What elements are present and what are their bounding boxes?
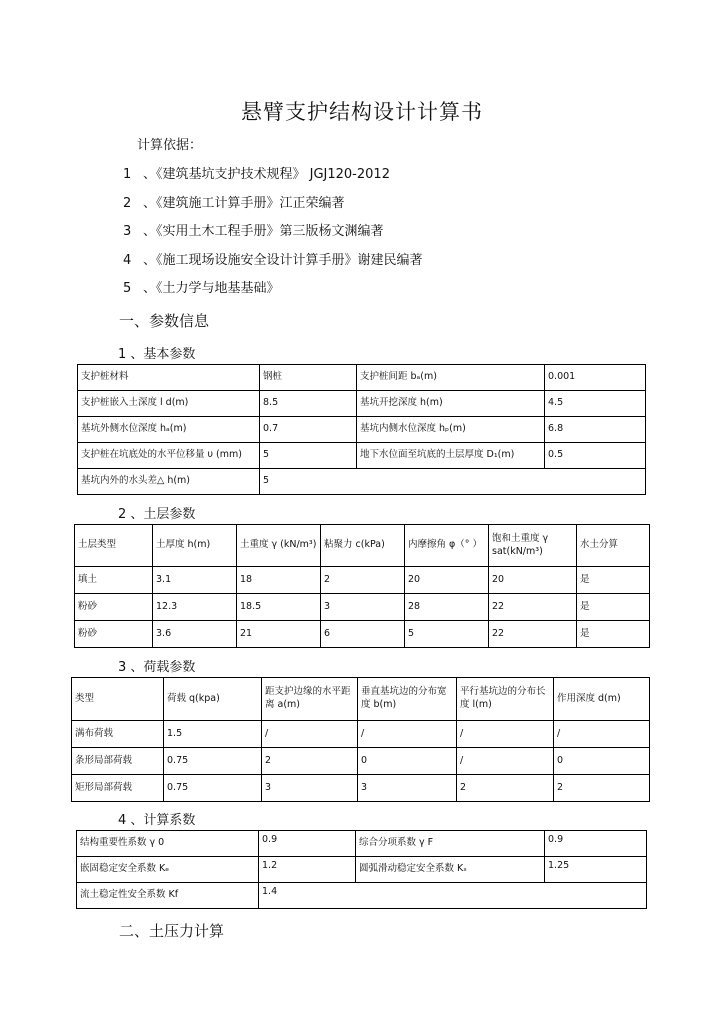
coef-value: 1.25	[545, 857, 647, 883]
column-header: 距支护边缘的水平距离 a(m)	[262, 678, 358, 721]
reference-item	[123, 277, 280, 296]
reference-item	[123, 163, 390, 182]
param-label: 支护桩嵌入土深度 l d(m)	[78, 391, 260, 417]
basic-params-table	[77, 364, 646, 495]
param-value: 0.7	[260, 417, 357, 443]
table-row	[75, 621, 650, 648]
param-value: 0.5	[545, 443, 646, 469]
reference-number: 2	[123, 196, 132, 211]
table-cell: 12.3	[153, 594, 237, 621]
table-header-row	[72, 678, 650, 721]
table-cell: 1.5	[164, 721, 262, 748]
table-cell: 3	[321, 594, 405, 621]
table-row	[77, 831, 647, 857]
table-cell: 3	[262, 775, 358, 802]
coef-label: 圆弧滑动稳定安全系数 Kₛ	[356, 857, 545, 883]
table-row	[72, 721, 650, 748]
param-label: 支护桩间距 bₐ(m)	[357, 365, 545, 391]
table-cell: 2	[457, 775, 554, 802]
table-cell: 3.6	[153, 621, 237, 648]
table-cell: 是	[577, 621, 650, 648]
table-cell: 2	[321, 567, 405, 594]
column-header: 土重度 γ (kN/m³)	[237, 525, 321, 567]
reference-text: 、《施工现场设施安全设计计算手册》谢建民编著	[143, 253, 423, 268]
table-cell: /	[554, 721, 650, 748]
column-header: 土层类型	[75, 525, 153, 567]
table-header-row	[75, 525, 650, 567]
load-params-table	[71, 677, 650, 802]
table-cell: 粉砂	[75, 621, 153, 648]
table-row	[77, 883, 647, 909]
param-value: 5	[260, 469, 646, 495]
table-row	[72, 748, 650, 775]
table-row	[72, 775, 650, 802]
table-cell: 2	[554, 775, 650, 802]
param-label: 基坑开挖深度 h(m)	[357, 391, 545, 417]
table-cell: 22	[489, 594, 577, 621]
reference-item	[123, 220, 384, 239]
coef-label: 嵌固稳定安全系数 Kₑ	[77, 857, 259, 883]
reference-item	[123, 192, 345, 211]
reference-text: 、《建筑施工计算手册》江正荣编著	[143, 196, 345, 211]
column-header: 内摩擦角 φ（° ）	[405, 525, 489, 567]
table-cell: 3	[358, 775, 457, 802]
table-cell: 21	[237, 621, 321, 648]
table-cell: 满布荷载	[72, 721, 164, 748]
table-cell: /	[358, 721, 457, 748]
coef-label: 结构重要性系数 γ 0	[77, 831, 259, 857]
table-cell: 18	[237, 567, 321, 594]
table-row	[78, 391, 646, 417]
table-cell: 22	[489, 621, 577, 648]
table-row	[78, 443, 646, 469]
table-cell: 0.75	[164, 748, 262, 775]
table-cell: 0.75	[164, 775, 262, 802]
table-row	[78, 365, 646, 391]
table-cell: 2	[262, 748, 358, 775]
coef-label: 综合分项系数 γ F	[356, 831, 545, 857]
table-cell: 条形局部荷载	[72, 748, 164, 775]
document-title: 悬臂支护结构设计计算书	[241, 100, 483, 124]
table-cell: 是	[577, 594, 650, 621]
table-cell: /	[457, 748, 554, 775]
param-value: 4.5	[545, 391, 646, 417]
table-cell: 3.1	[153, 567, 237, 594]
param-label: 地下水位面至坑底的土层厚度 D₁(m)	[357, 443, 545, 469]
column-header: 水土分算	[577, 525, 650, 567]
param-value: 8.5	[260, 391, 357, 417]
column-header: 饱和土重度 γ sat(kN/m³)	[489, 525, 577, 567]
subheading-basic-params: 1 、基本参数	[118, 347, 196, 362]
table-cell: 28	[405, 594, 489, 621]
coef-value: 0.9	[259, 831, 356, 857]
coef-label: 流土稳定性安全系数 Kf	[77, 883, 259, 909]
reference-number: 4	[123, 253, 132, 268]
subheading-load-params: 3 、荷载参数	[118, 660, 196, 675]
reference-number: 5	[123, 281, 132, 296]
reference-text: 、《建筑基坑支护技术规程》 JGJ120-2012	[143, 167, 390, 182]
table-cell: 20	[405, 567, 489, 594]
table-cell: 18.5	[237, 594, 321, 621]
reference-number: 3	[123, 224, 132, 239]
column-header: 作用深度 d(m)	[554, 678, 650, 721]
param-value: 0.001	[545, 365, 646, 391]
column-header: 类型	[72, 678, 164, 721]
column-header: 垂直基坑边的分布宽度 b(m)	[358, 678, 457, 721]
param-label: 基坑外侧水位深度 hₐ(m)	[78, 417, 260, 443]
param-label: 基坑内侧水位深度 hₚ(m)	[357, 417, 545, 443]
table-cell: 粉砂	[75, 594, 153, 621]
reference-number: 1	[123, 167, 132, 182]
param-label: 支护桩在坑底处的水平位移量 υ (mm)	[78, 443, 260, 469]
coef-value: 1.2	[259, 857, 356, 883]
section-heading-earth-pressure: 二、土压力计算	[119, 922, 225, 940]
reference-item	[123, 249, 423, 268]
table-cell: 5	[405, 621, 489, 648]
basis-label: 计算依据：	[137, 138, 203, 153]
coef-value: 0.9	[545, 831, 647, 857]
table-cell: 0	[554, 748, 650, 775]
table-row	[75, 567, 650, 594]
coefficients-table	[76, 830, 647, 909]
section-heading-params: 一、参数信息	[119, 312, 210, 330]
table-cell: 矩形局部荷载	[72, 775, 164, 802]
table-row	[78, 417, 646, 443]
param-value: 钢桩	[260, 365, 357, 391]
table-row	[75, 594, 650, 621]
table-cell: /	[457, 721, 554, 748]
table-row	[78, 469, 646, 495]
column-header: 荷载 q(kpa)	[164, 678, 262, 721]
table-cell: 0	[358, 748, 457, 775]
coef-value: 1.4	[259, 883, 647, 909]
soil-params-table	[74, 524, 650, 648]
reference-text: 、《实用土木工程手册》第三版杨文渊编著	[143, 224, 384, 239]
table-cell: /	[262, 721, 358, 748]
reference-text: 、《土力学与地基基础》	[143, 281, 280, 296]
table-cell: 是	[577, 567, 650, 594]
table-cell: 20	[489, 567, 577, 594]
param-value: 5	[260, 443, 357, 469]
param-label: 基坑内外的水头差△ h(m)	[78, 469, 260, 495]
table-row	[77, 857, 647, 883]
column-header: 土厚度 h(m)	[153, 525, 237, 567]
column-header: 平行基坑边的分布长度 l(m)	[457, 678, 554, 721]
subheading-soil-params: 2 、土层参数	[118, 507, 196, 522]
subheading-coefficients: 4 、计算系数	[118, 813, 196, 828]
param-value: 6.8	[545, 417, 646, 443]
table-cell: 6	[321, 621, 405, 648]
param-label: 支护桩材料	[78, 365, 260, 391]
table-cell: 填土	[75, 567, 153, 594]
column-header: 粘聚力 c(kPa)	[321, 525, 405, 567]
